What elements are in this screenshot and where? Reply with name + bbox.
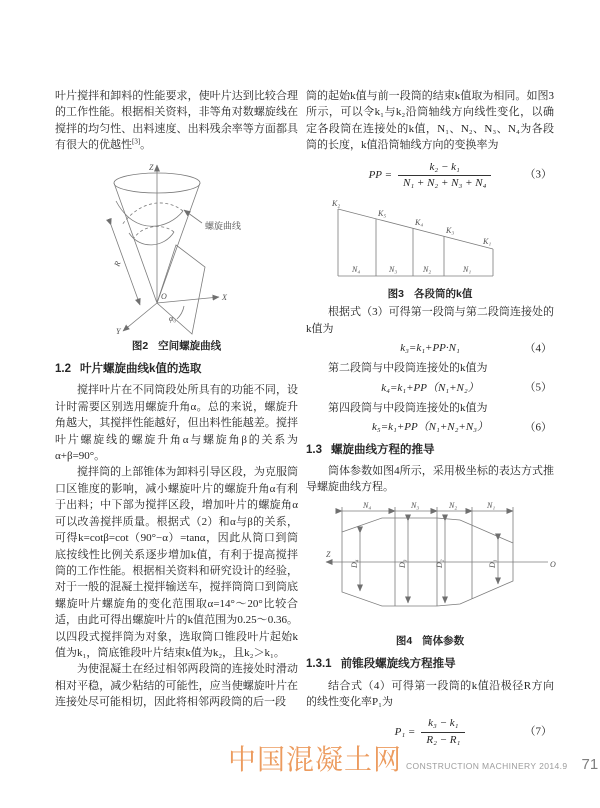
- equation-4: [306, 342, 554, 355]
- page-number: 71: [581, 756, 599, 773]
- figure-4-caption-title: 筒体参数: [422, 634, 465, 647]
- k2-label: K₂: [331, 199, 340, 208]
- equation-7-fraction: [421, 717, 465, 746]
- equation-3-fraction: [398, 161, 491, 190]
- k5-label: K₅: [377, 209, 386, 218]
- equation-3-denominator: N₁ + N₂ + N₃ + N₄: [398, 175, 491, 190]
- paragraph-1-end: 。: [140, 139, 152, 152]
- paragraph-6: 根据式（3）可得第一段筒与第二段筒连接处的k值为: [306, 306, 554, 335]
- journal-name: CONSTRUCTION MACHINERY 2014.9: [406, 761, 568, 771]
- figure-4-caption: [306, 633, 554, 649]
- figure-2-caption-label: 图2: [131, 339, 149, 352]
- equation-7: [306, 717, 554, 746]
- equation-6: [306, 421, 554, 434]
- paragraph-7: 第二段筒与中段筒连接处的k值为: [328, 362, 488, 375]
- equation-5-number: （5）: [524, 381, 552, 394]
- paragraph-10: 结合式（4）可得第一段筒的k值沿极径R方向的线性变化率P₁为: [306, 679, 554, 709]
- equation-3-number: （3）: [524, 168, 552, 181]
- drum-outline-lines: [326, 507, 548, 606]
- equation-6-body: k₅=k₁+PP（N₁+N₂+N₃）: [371, 421, 489, 434]
- figure-4-caption-label: 图4: [395, 634, 413, 647]
- n2-label: N₂: [422, 265, 431, 274]
- equation-7-number: （7）: [524, 725, 552, 738]
- citation-ref: [3]: [132, 137, 141, 146]
- equation-7-denominator: R₂ − R₁: [421, 732, 465, 747]
- d4-diameter-label: D₄: [350, 559, 359, 568]
- section-1-2-number: 1.2: [55, 363, 71, 376]
- n3-dimension-label: N₃: [411, 500, 420, 510]
- origin-label: O: [161, 291, 167, 301]
- figure-4-drawing: [320, 500, 570, 630]
- origin-label: O: [550, 559, 556, 569]
- figure-2-caption: [55, 338, 298, 354]
- page-footer: [228, 746, 598, 774]
- n1-dimension-label: N₁: [487, 500, 496, 510]
- section-1-3-title: 螺旋曲线方程的推导: [331, 443, 435, 456]
- d3-diameter-label: D₃: [398, 559, 407, 568]
- d1-diameter-label: D₁: [488, 559, 497, 568]
- equation-5: [306, 382, 554, 395]
- equation-5-body: k₄=k₁+PP（N₁+N₂）: [381, 381, 479, 394]
- n2-dimension-label: N₂: [449, 500, 458, 510]
- figure-2-caption-title: 空间螺旋曲线: [158, 339, 222, 352]
- section-1-2-heading: [55, 361, 298, 377]
- figure-3-k-values-diagram: [306, 197, 554, 302]
- d2-diameter-label: D₂: [435, 559, 444, 568]
- figure-2-helix-diagram: [55, 159, 298, 354]
- paragraph-1-text: 叶片搅拌和卸料的性能要求，使叶片达到比较合理的工作性能。根据相关资料，非等角对数螺旋线在搅拌的均匀性、出料速度、出料残余率等方面都具有很大的优越性: [55, 90, 298, 152]
- watermark-text: 中国混凝土网: [228, 744, 403, 775]
- figure-4-drum-parameters: [306, 500, 554, 649]
- figure-3-drawing: [328, 197, 533, 283]
- z-axis-label: Z: [149, 162, 154, 172]
- paragraph-9: 筒体参数如图4所示，采用极坐标的表达方式推导螺旋曲线方程。: [306, 465, 554, 494]
- equation-4-body: k₃=k₁+PP·N₁: [400, 342, 460, 355]
- figure-2-drawing: [95, 159, 295, 335]
- helix-curve-label: 螺旋曲线: [205, 220, 242, 231]
- section-1-3-1-heading: [306, 656, 554, 672]
- equation-3: [306, 161, 554, 190]
- figure-3-caption: [306, 286, 554, 302]
- section-1-3-1-title: 前锥段螺旋线方程推导: [340, 658, 456, 671]
- paragraph-5: 筒的起始k值与前一段筒的结束k值取为相同。如图3所示，可以令k₁与k₂沿筒轴线方向线性变化，以确定各段筒在连接处的k值，N₁、N₂、N₃、N₄为各段筒的长度，k值沿筒轴线方向的变换率为: [306, 90, 554, 152]
- left-column: [55, 88, 298, 711]
- k1-label: K₁: [482, 237, 491, 246]
- section-1-2-title: 叶片螺旋曲线k值的选取: [80, 363, 202, 376]
- equation-3-numerator: k₂ − k₁: [429, 160, 460, 173]
- section-1-3-1-number: 1.3.1: [306, 658, 332, 671]
- n4-dimension-label: N₄: [363, 500, 372, 510]
- n4-label: N₄: [351, 265, 360, 274]
- z-axis-label: Z: [326, 549, 331, 559]
- angle-label: φ₀: [169, 313, 177, 323]
- equation-6-number: （6）: [524, 421, 552, 434]
- cone-and-axes-lines: [111, 162, 219, 334]
- n3-label: N₃: [388, 265, 397, 274]
- equation-4-number: （4）: [524, 342, 552, 355]
- equation-7-numerator: k₃ − k₁: [428, 717, 459, 730]
- paragraph-1: [55, 88, 298, 154]
- paragraph-8: 第四段筒与中段筒连接处的k值为: [328, 402, 488, 414]
- figure-3-caption-label: 图3: [387, 288, 404, 300]
- equation-7-lhs: P₁ =: [394, 725, 416, 738]
- section-1-3-number: 1.3: [306, 443, 322, 456]
- n1-label: N₁: [462, 265, 471, 274]
- y-axis-label: Y: [116, 326, 121, 335]
- k4-label: K₄: [414, 218, 423, 227]
- section-1-3-heading: [306, 442, 554, 458]
- paragraph-2: 搅拌叶片在不同筒段处所具有的功能不同，设计时需要区别选用螺旋升角α。总的来说，螺旋升角越大，其搅拌性能越好，但出料性能越差。搅拌叶片螺旋线的螺旋升角α与螺旋角β的关系为α+β=90°。: [55, 384, 298, 463]
- radius-label: R: [112, 259, 123, 268]
- equation-3-lhs: PP =: [368, 168, 392, 181]
- paragraph-3: 搅拌筒的上部锥体为卸料引导区段，为克服筒口区锥度的影响，减小螺旋叶片的螺旋升角α有利于出料；中下部为搅拌区段，增加叶片的螺旋角α可以改善搅拌质量。根据式（2）和α与β的关系，可得k=cotβ=cot（90°−α）=tanα，因此从筒口到筒底按线性比例关系逐步增加k值，有利于提高搅拌筒的工作性能。根据相关资料和研究设计的经验，对于一般的混凝土搅拌输送车，搅拌筒筒口到筒底螺旋叶片螺旋角的变化范围取α=14°～20°比较合适，由此可得出螺旋叶片的k值范围为0.25～0.36。以四段式搅拌筒为对象，选取筒口锥段叶片起始k值为k₁，筒底锥段叶片结束k值为k₂，且k₂＞k₁。: [55, 466, 298, 659]
- paragraph-4: 为使混凝土在经过相邻两段筒的连接处时滑动相对平稳，减少粘结的可能性，应当使螺旋叶片在连接处尽可能相切，因此将相邻两段筒的后一段: [55, 663, 298, 709]
- k3-label: K₃: [445, 226, 454, 235]
- right-column: [306, 88, 554, 754]
- figure-3-caption-title: 各段筒的k值: [414, 288, 473, 300]
- x-axis-label: X: [222, 292, 227, 302]
